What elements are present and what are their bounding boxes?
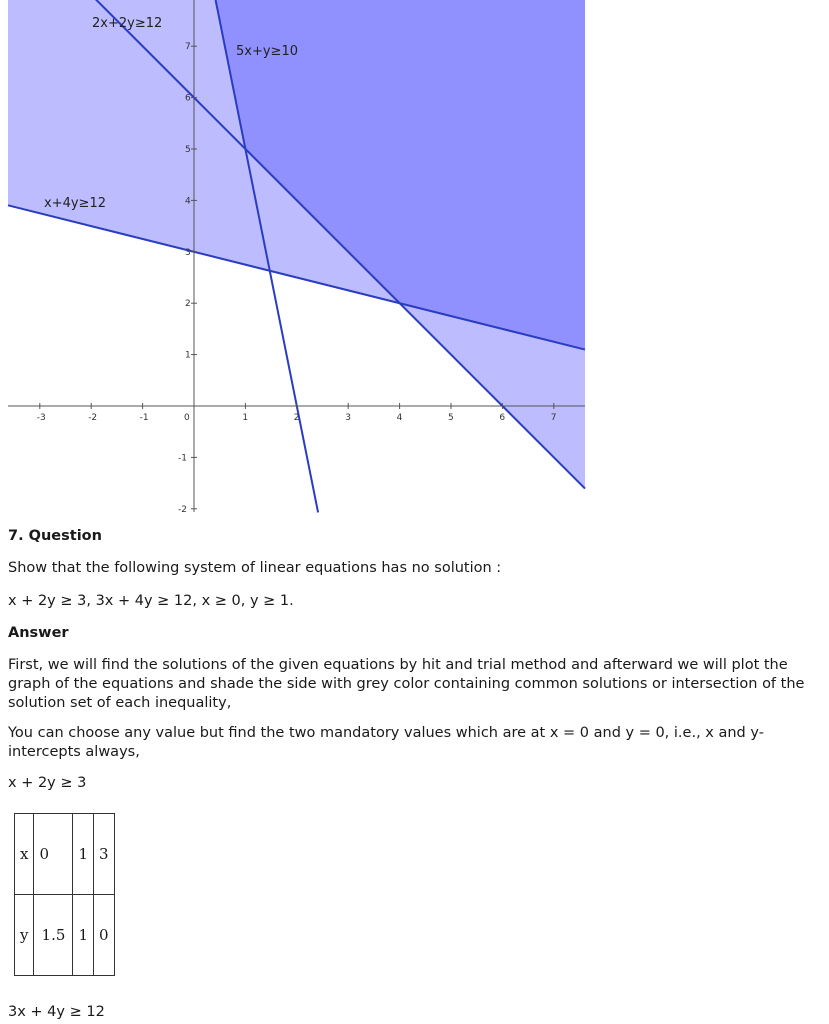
- y-tick-label: -1: [178, 453, 187, 464]
- inequality-1: x + 2y ≥ 3: [8, 775, 87, 791]
- x-tick-label: 1: [242, 413, 249, 423]
- x-tick-label: 3: [345, 413, 351, 423]
- label-line-x-4y: x+4y≥12: [44, 196, 106, 211]
- label-line-5x-y: 5x+y≥10: [236, 44, 298, 59]
- x-tick-label: 4: [396, 413, 403, 423]
- x-tick-label: 6: [499, 413, 506, 423]
- table-cell: y: [15, 895, 34, 976]
- y-tick-label: -2: [178, 504, 187, 515]
- label-line-2x-2y: 2x+2y≥12: [92, 16, 163, 31]
- y-tick-label: 1: [185, 350, 191, 361]
- question-system: x + 2y ≥ 3, 3x + 4y ≥ 12, x ≥ 0, y ≥ 1.: [8, 593, 294, 609]
- x-tick-label: 2: [293, 413, 300, 423]
- table-row: [15, 814, 115, 895]
- answer-paragraph-1: First, we will find the solutions of the given equations by hit and trial method and afterward we will plot the graph of the equations and shade the side with grey color containing common solutions or intersection of the solution set of each inequality,: [8, 657, 805, 711]
- x-tick-label: 7: [550, 413, 557, 423]
- table-cell: 3: [94, 814, 115, 895]
- values-table: [14, 813, 115, 976]
- x-tick-label: 0: [184, 413, 190, 423]
- inequality-graph: [0, 0, 600, 520]
- answer-heading: Answer: [8, 625, 69, 641]
- inequality-2: 3x + 4y ≥ 12: [8, 1004, 105, 1020]
- table-cell: 0: [94, 895, 115, 976]
- x-tick-label: -1: [139, 413, 149, 423]
- y-tick-label: 3: [185, 247, 191, 258]
- table-cell: x: [15, 814, 34, 895]
- table-cell: 1.5: [34, 895, 73, 976]
- y-tick-label: 2: [185, 299, 191, 310]
- question-prompt: Show that the following system of linear equations has no solution :: [8, 560, 502, 576]
- x-tick-label: -3: [36, 413, 46, 423]
- table-cell: 1: [73, 814, 94, 895]
- table-row: [15, 895, 115, 976]
- answer-paragraph-2: You can choose any value but find the two mandatory values which are at x = 0 and y = 0, i.e., x and y-intercepts always,: [8, 725, 764, 760]
- x-tick-label: -2: [88, 413, 98, 423]
- question-heading: 7. Question: [8, 528, 102, 544]
- table-cell: 0: [34, 814, 73, 895]
- y-tick-label: 7: [185, 42, 191, 53]
- y-tick-label: 6: [185, 93, 191, 104]
- x-tick-label: 5: [448, 413, 454, 423]
- y-tick-label: 5: [185, 145, 191, 155]
- table-cell: 1: [73, 895, 94, 976]
- y-tick-label: 4: [185, 196, 191, 207]
